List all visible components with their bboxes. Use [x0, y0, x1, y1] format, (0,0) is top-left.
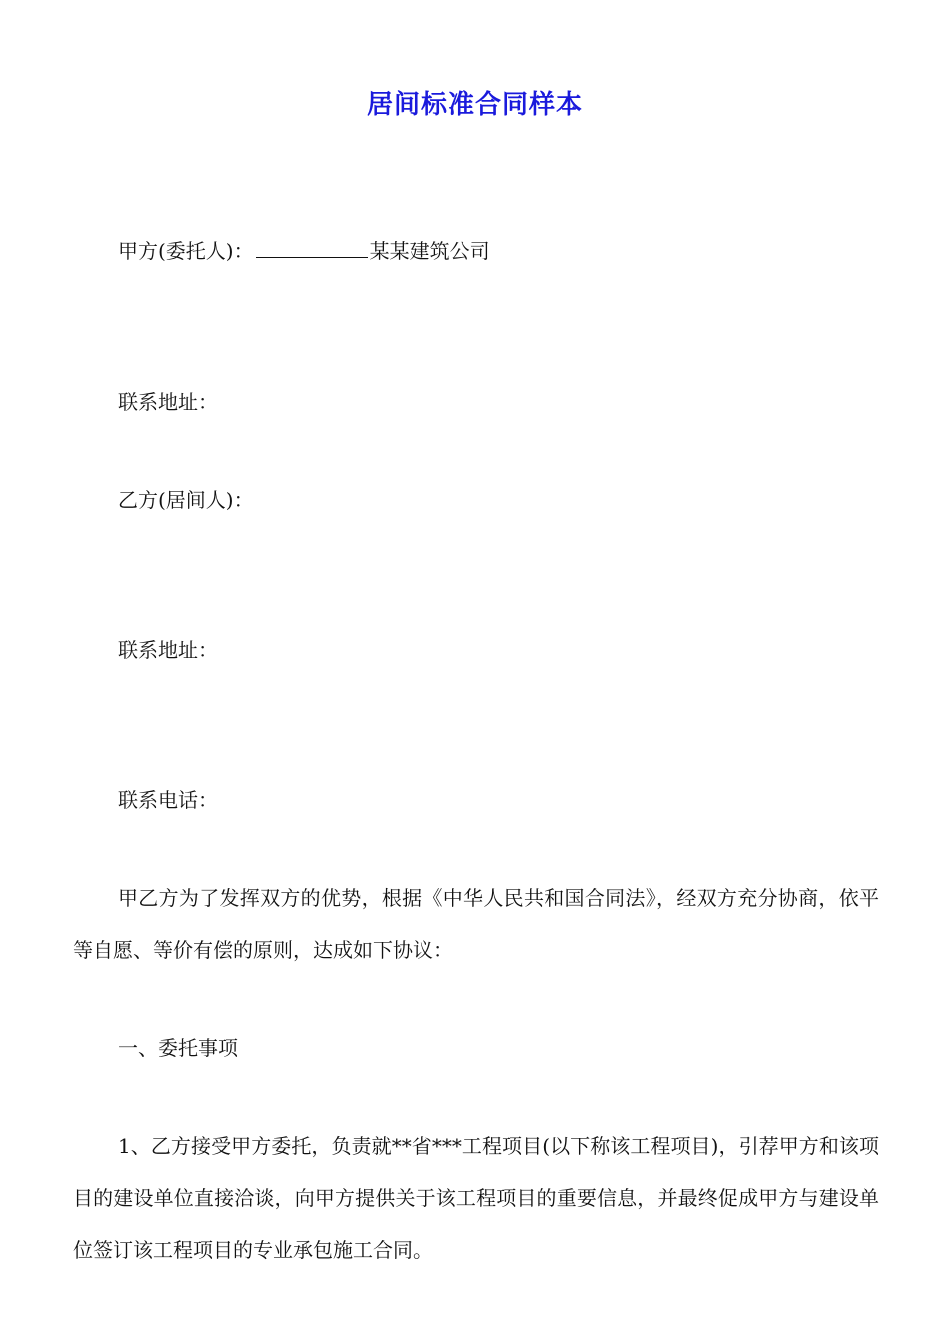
document-title: 居间标准合同样本	[366, 90, 583, 120]
phone-line	[118, 786, 218, 814]
section-1-heading: 一、委托事项	[118, 1036, 238, 1060]
party-b-address-line	[118, 636, 218, 664]
party-b-address-label: 联系地址：	[118, 638, 218, 662]
phone-label: 联系电话：	[118, 788, 218, 812]
party-a-blank-underline	[256, 239, 368, 258]
party-b-line	[118, 486, 254, 514]
section-1-item-1: 1、乙方接受甲方委托，负责就**省***工程项目(以下称该工程项目)，引荐甲方和该项目的建设单位直接洽谈，向甲方提供关于该工程项目的重要信息，并最终促成甲方与建设单位签订该工程项目的专业承包施工合同。	[73, 1134, 879, 1262]
party-a-label: 甲方(委托人)：	[118, 239, 254, 263]
party-a-address-line	[118, 388, 218, 416]
party-a-line	[118, 237, 490, 265]
party-a-value: 某某建筑公司	[369, 239, 490, 263]
party-b-label: 乙方(居间人)：	[118, 488, 254, 512]
party-a-address-label: 联系地址：	[118, 390, 218, 414]
preamble-paragraph: 甲乙方为了发挥双方的优势，根据《中华人民共和国合同法》，经双方充分协商，依平等自愿、等价有偿的原则，达成如下协议：	[73, 886, 879, 962]
